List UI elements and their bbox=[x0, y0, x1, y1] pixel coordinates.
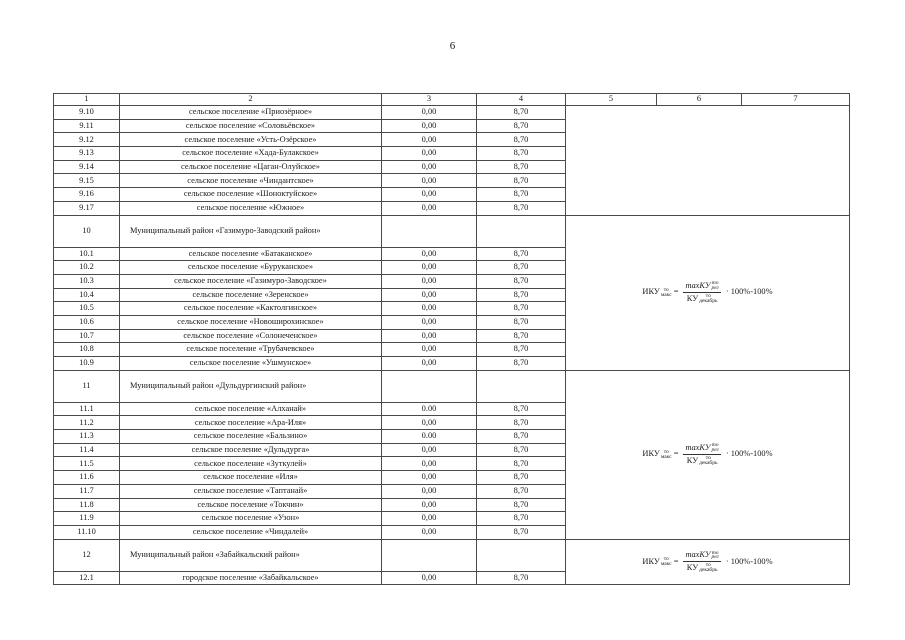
header-cell: 3 bbox=[382, 94, 477, 106]
formula-sup: то bbox=[711, 442, 719, 449]
formula-sup: то bbox=[711, 549, 719, 556]
value-col3: 0,00 bbox=[382, 357, 477, 371]
value-col4: 8,70 bbox=[477, 416, 566, 430]
formula-equals: = bbox=[673, 449, 679, 459]
header-cell: 6 bbox=[657, 94, 742, 106]
row-number: 9.13 bbox=[54, 147, 120, 161]
settlement-name: сельское поселение «Шоноктуйское» bbox=[120, 188, 382, 202]
settlement-name: сельское поселение «Соловьёвское» bbox=[120, 119, 382, 133]
settlement-name: сельское поселение «Южное» bbox=[120, 201, 382, 215]
formula-den-text: КУ bbox=[686, 293, 699, 303]
district-col4 bbox=[477, 539, 566, 571]
value-col4: 8,70 bbox=[477, 261, 566, 275]
settlement-name: сельское поселение «Чиндалей» bbox=[120, 525, 382, 539]
row-number: 11.10 bbox=[54, 525, 120, 539]
district-col4 bbox=[477, 215, 566, 247]
value-col3: 0,00 bbox=[382, 119, 477, 133]
formula-equals: = bbox=[673, 287, 679, 297]
formula-cell bbox=[566, 539, 850, 585]
formula-sub: макс bbox=[660, 291, 672, 298]
formula-num-indices bbox=[711, 443, 718, 453]
formula-lhs-text: ИКУ bbox=[642, 449, 660, 459]
formula-rest: · 100%-100% bbox=[725, 449, 773, 459]
header-row bbox=[54, 94, 850, 106]
formula bbox=[642, 551, 772, 574]
settlement-name: сельское поселение «Усть-Озёрское» bbox=[120, 133, 382, 147]
formula-sup: то bbox=[711, 280, 719, 287]
settlement-name: сельское поселение «Ара-Иля» bbox=[120, 416, 382, 430]
value-col3: 0.00 bbox=[382, 402, 477, 416]
row-number: 9.16 bbox=[54, 188, 120, 202]
settlement-name: сельское поселение «Токчин» bbox=[120, 498, 382, 512]
row-number: 11.3 bbox=[54, 430, 120, 444]
value-col4: 8,70 bbox=[477, 133, 566, 147]
value-col3: 0,00 bbox=[382, 457, 477, 471]
district-col3 bbox=[382, 370, 477, 402]
settlement-name: сельское поселение «Кактолгинское» bbox=[120, 302, 382, 316]
value-col3: 0,00 bbox=[382, 147, 477, 161]
formula-sub: макс bbox=[660, 453, 672, 460]
row-number: 9.12 bbox=[54, 133, 120, 147]
formula-numerator bbox=[683, 443, 720, 455]
row-number: 11.8 bbox=[54, 498, 120, 512]
value-col3: 0,00 bbox=[382, 133, 477, 147]
formula-denominator bbox=[685, 455, 720, 466]
settlement-name: сельское поселение «Иля» bbox=[120, 471, 382, 485]
formula-lhs-text: ИКУ bbox=[642, 287, 660, 297]
value-col3: 0,00 bbox=[382, 201, 477, 215]
row-number: 10.5 bbox=[54, 302, 120, 316]
row-number: 11.9 bbox=[54, 512, 120, 526]
value-col3: 0,00 bbox=[382, 416, 477, 430]
formula-lhs-indices bbox=[661, 557, 672, 567]
row-number: 10.8 bbox=[54, 343, 120, 357]
value-col4: 8,70 bbox=[477, 430, 566, 444]
header-cell: 2 bbox=[120, 94, 382, 106]
formula-lhs bbox=[642, 557, 671, 567]
formula bbox=[642, 281, 772, 304]
formula-cell bbox=[566, 106, 850, 216]
value-col3: 0,00 bbox=[382, 302, 477, 316]
page-number: 6 bbox=[449, 40, 456, 52]
row-number: 10.7 bbox=[54, 329, 120, 343]
formula-sup: то bbox=[663, 555, 669, 562]
formula-numerator bbox=[683, 281, 720, 293]
settlement-name: сельское поселение «Бальзино» bbox=[120, 430, 382, 444]
value-col4: 8,70 bbox=[477, 402, 566, 416]
formula-rest: · 100%-100% bbox=[725, 287, 773, 297]
formula-sub: рег bbox=[711, 447, 719, 454]
district-row bbox=[54, 215, 850, 247]
row-number: 10.1 bbox=[54, 247, 120, 261]
value-col4: 8,70 bbox=[477, 106, 566, 120]
value-col4: 8,70 bbox=[477, 288, 566, 302]
settlement-name: сельское поселение «Зуткулей» bbox=[120, 457, 382, 471]
settlement-name: сельское поселение «Батаканское» bbox=[120, 247, 382, 261]
district-name: Муниципальный район «Дульдургинский район» bbox=[120, 370, 382, 402]
formula-den-indices bbox=[699, 563, 717, 573]
row-number: 9.10 bbox=[54, 106, 120, 120]
district-row bbox=[54, 539, 850, 571]
district-name: Муниципальный район «Газимуро-Заводский район» bbox=[120, 215, 382, 247]
formula-den-indices bbox=[699, 456, 717, 466]
value-col3: 0,00 bbox=[382, 315, 477, 329]
header-cell: 4 bbox=[477, 94, 566, 106]
value-col3: 0,00 bbox=[382, 525, 477, 539]
settlement-name: сельское поселение «Чиндантское» bbox=[120, 174, 382, 188]
formula-lhs-indices bbox=[661, 450, 672, 460]
value-col4: 8,70 bbox=[477, 274, 566, 288]
value-col4: 8,70 bbox=[477, 571, 566, 585]
value-col4: 8,70 bbox=[477, 201, 566, 215]
value-col3: 0,00 bbox=[382, 174, 477, 188]
value-col3: 0,00 bbox=[382, 261, 477, 275]
settlement-name: сельское поселение «Газимуро-Заводское» bbox=[120, 274, 382, 288]
value-col3: 0,00 bbox=[382, 343, 477, 357]
formula-cell bbox=[566, 370, 850, 539]
formula-num-indices bbox=[711, 281, 718, 291]
formula-cell bbox=[566, 215, 850, 370]
tariff-table bbox=[53, 93, 850, 585]
settlement-name: сельское поселение «Узон» bbox=[120, 512, 382, 526]
row-number: 10.2 bbox=[54, 261, 120, 275]
formula-fraction bbox=[683, 281, 720, 304]
value-col4: 8,70 bbox=[477, 343, 566, 357]
row-number: 11.4 bbox=[54, 443, 120, 457]
value-col3: 0,00 bbox=[382, 512, 477, 526]
settlement-name: сельское поселение «Буруканское» bbox=[120, 261, 382, 275]
value-col3: 0,00 bbox=[382, 498, 477, 512]
settlement-name: сельское поселение «Приозёрное» bbox=[120, 106, 382, 120]
row-number: 9.14 bbox=[54, 160, 120, 174]
row-number: 11.6 bbox=[54, 471, 120, 485]
table-row bbox=[54, 106, 850, 120]
district-name: Муниципальный район «Забайкальский район» bbox=[120, 539, 382, 571]
value-col3: 0,00 bbox=[382, 443, 477, 457]
value-col4: 8,70 bbox=[477, 471, 566, 485]
row-number: 12.1 bbox=[54, 571, 120, 585]
formula-rest: · 100%-100% bbox=[725, 556, 773, 566]
formula-fraction bbox=[683, 443, 720, 466]
value-col4: 8,70 bbox=[477, 498, 566, 512]
value-col4: 8,70 bbox=[477, 457, 566, 471]
value-col4: 8,70 bbox=[477, 512, 566, 526]
row-number: 10.4 bbox=[54, 288, 120, 302]
settlement-name: сельское поселение «Зеренское» bbox=[120, 288, 382, 302]
row-number: 11.7 bbox=[54, 484, 120, 498]
settlement-name: городское поселение «Забайкальское» bbox=[120, 571, 382, 585]
district-col3 bbox=[382, 539, 477, 571]
formula-fraction bbox=[683, 551, 720, 574]
formula-lhs bbox=[642, 450, 671, 460]
formula-sup: то bbox=[663, 286, 669, 293]
row-number: 10.9 bbox=[54, 357, 120, 371]
formula-lhs bbox=[642, 288, 671, 298]
formula-den-text: КУ bbox=[686, 563, 699, 573]
formula-sub: декабрь bbox=[699, 567, 718, 574]
district-number: 11 bbox=[54, 370, 120, 402]
value-col4: 8,70 bbox=[477, 525, 566, 539]
value-col4: 8,70 bbox=[477, 247, 566, 261]
formula-lhs-text: ИКУ bbox=[642, 556, 660, 566]
formula-sup: то bbox=[705, 455, 711, 462]
formula-sub: рег bbox=[711, 285, 719, 292]
formula-sub: макс bbox=[660, 560, 672, 567]
settlement-name: сельское поселение «Хада-Булакское» bbox=[120, 147, 382, 161]
value-col3: 0,00 bbox=[382, 288, 477, 302]
settlement-name: сельское поселение «Таптанай» bbox=[120, 484, 382, 498]
value-col3: 0,00 bbox=[382, 471, 477, 485]
row-number: 11.2 bbox=[54, 416, 120, 430]
formula-num-text: maxКУ bbox=[685, 280, 711, 290]
value-col4: 8,70 bbox=[477, 315, 566, 329]
settlement-name: сельское поселение «Новоширохинское» bbox=[120, 315, 382, 329]
value-col3: 0,00 bbox=[382, 484, 477, 498]
value-col4: 8,70 bbox=[477, 302, 566, 316]
formula-denominator bbox=[685, 293, 720, 304]
formula-num-text: maxКУ bbox=[685, 442, 711, 452]
formula-den-text: КУ bbox=[686, 455, 699, 465]
row-number: 9.15 bbox=[54, 174, 120, 188]
district-col3 bbox=[382, 215, 477, 247]
row-number: 11.5 bbox=[54, 457, 120, 471]
formula-numerator bbox=[683, 551, 720, 563]
district-number: 10 bbox=[54, 215, 120, 247]
value-col3: 0,00 bbox=[382, 247, 477, 261]
value-col3: 0,00 bbox=[382, 188, 477, 202]
value-col4: 8,70 bbox=[477, 174, 566, 188]
value-col3: 0,00 bbox=[382, 329, 477, 343]
value-col4: 8,70 bbox=[477, 329, 566, 343]
formula-equals: = bbox=[673, 556, 679, 566]
value-col4: 8,70 bbox=[477, 119, 566, 133]
value-col4: 8,70 bbox=[477, 188, 566, 202]
value-col3: 0,00 bbox=[382, 106, 477, 120]
formula-num-indices bbox=[711, 551, 718, 561]
settlement-name: сельское поселение «Ушмунское» bbox=[120, 357, 382, 371]
formula-num-text: maxКУ bbox=[685, 550, 711, 560]
formula-sup: то bbox=[705, 562, 711, 569]
formula-sup: то bbox=[663, 448, 669, 455]
value-col3: 0,00 bbox=[382, 571, 477, 585]
settlement-name: сельское поселение «Дульдурга» bbox=[120, 443, 382, 457]
value-col3: 0.00 bbox=[382, 430, 477, 444]
formula-sub: рег bbox=[711, 554, 719, 561]
formula bbox=[642, 443, 772, 466]
district-row bbox=[54, 370, 850, 402]
formula-lhs-indices bbox=[661, 288, 672, 298]
header-cell: 7 bbox=[742, 94, 850, 106]
value-col4: 8,70 bbox=[477, 443, 566, 457]
formula-sub: декабрь bbox=[699, 460, 718, 467]
settlement-name: сельское поселение «Алханай» bbox=[120, 402, 382, 416]
settlement-name: сельское поселение «Цаган-Олуйское» bbox=[120, 160, 382, 174]
value-col4: 8,70 bbox=[477, 484, 566, 498]
row-number: 9.11 bbox=[54, 119, 120, 133]
row-number: 9.17 bbox=[54, 201, 120, 215]
formula-sub: декабрь bbox=[699, 298, 718, 305]
row-number: 10.6 bbox=[54, 315, 120, 329]
value-col4: 8,70 bbox=[477, 147, 566, 161]
value-col3: 0,00 bbox=[382, 160, 477, 174]
row-number: 10.3 bbox=[54, 274, 120, 288]
header-cell: 1 bbox=[54, 94, 120, 106]
formula-denominator bbox=[685, 562, 720, 573]
district-number: 12 bbox=[54, 539, 120, 571]
table-body bbox=[54, 94, 850, 585]
value-col4: 8,70 bbox=[477, 357, 566, 371]
header-cell: 5 bbox=[566, 94, 657, 106]
value-col4: 8,70 bbox=[477, 160, 566, 174]
settlement-name: сельское поселение «Солонеченское» bbox=[120, 329, 382, 343]
value-col3: 0,00 bbox=[382, 274, 477, 288]
settlement-name: сельское поселение «Трубачевское» bbox=[120, 343, 382, 357]
formula-sup: то bbox=[705, 293, 711, 300]
formula-den-indices bbox=[699, 294, 717, 304]
district-col4 bbox=[477, 370, 566, 402]
row-number: 11.1 bbox=[54, 402, 120, 416]
